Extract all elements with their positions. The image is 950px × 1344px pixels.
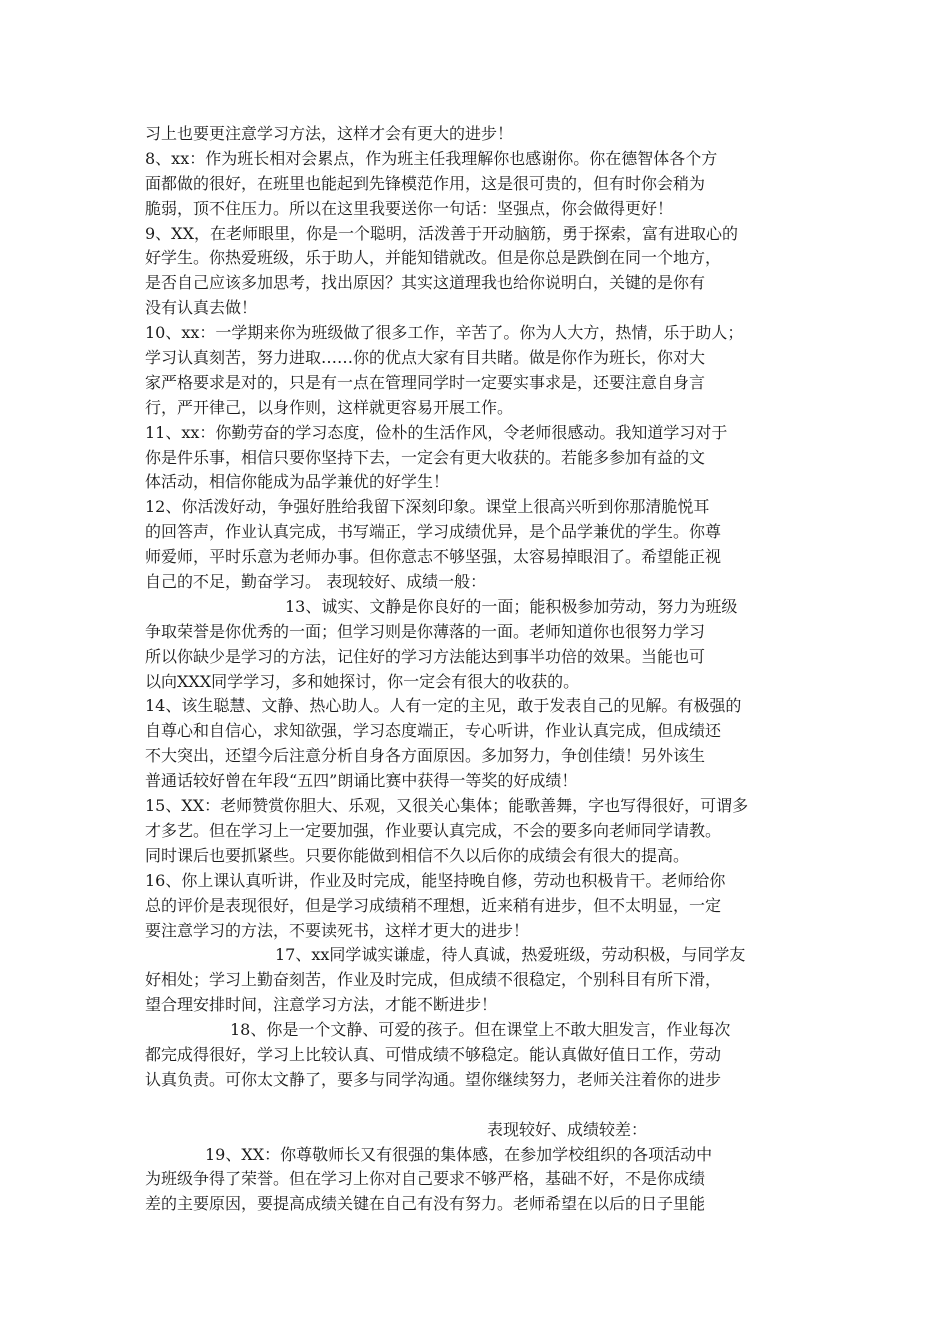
text-line: 师爱师，平时乐意为老师办事。但你意志不够坚强，太容易掉眼泪了。希望能正视	[145, 547, 722, 567]
document-body	[145, 122, 815, 1217]
text-line: 你是件乐事，相信只要你坚持下去，一定会有更大收获的。若能多参加有益的文	[145, 447, 706, 467]
text-line: 都完成得很好，学习上比较认真、可惜成绩不够稳定。能认真做好值日工作，劳动	[145, 1044, 722, 1064]
text-line: 是否自己应该多加思考，找出原因？其实这道理我也给你说明白，关键的是你有	[145, 273, 706, 293]
text-line: 家严格要求是对的，只是有一点在管理同学时一定要实事求是，还要注意自身言	[145, 372, 706, 392]
text-line: 普通话较好曾在年段“五四”朗诵比赛中获得一等奖的好成绩！	[145, 771, 578, 791]
text-line: 16、你上课认真听讲，作业及时完成，能坚持晚自修，劳动也积极肯干。老师给你	[145, 870, 726, 890]
text-line: 行，严开律己，以身作则，这样就更容易开展工作。	[145, 397, 514, 417]
text-line: 体活动，相信你能成为品学兼优的好学生！	[145, 472, 450, 492]
text-line: 不大突出，还望今后注意分析自身各方面原因。多加努力，争创佳绩！另外该生	[145, 746, 706, 766]
text-line: 为班级争得了荣誉。但在学习上你对自己要求不够严格，基础不好，不是你成绩	[145, 1169, 706, 1189]
text-line: 8、xx：作为班长相对会累点，作为班主任我理解你也感谢你。你在德智体各个方	[145, 148, 718, 168]
text-line: 面都做的很好，在班里也能起到先锋模范作用，这是很可贵的，但有时你会稍为	[145, 173, 706, 193]
text-line: 以向XXX同学学习，多和她探讨，你一定会有很大的收获的。	[145, 671, 580, 691]
text-line: 12、你活泼好动，争强好胜给我留下深刻印象。课堂上很高兴听到你那清脆悦耳	[145, 497, 710, 517]
text-line: 17、xx同学诚实谦虚，待人真诚，热爱班级，劳动积极，与同学友	[275, 945, 746, 965]
text-line: 自己的不足，勤奋学习。 表现较好、成绩一般：	[145, 572, 487, 592]
text-line: 10、xx：一学期来你为班级做了很多工作，辛苦了。你为人大方，热情，乐于助人；	[145, 323, 744, 343]
text-line: 19、XX：你尊敬师长又有很强的集体感，在参加学校组织的各项活动中	[205, 1144, 713, 1164]
text-line: 15、XX：老师赞赏你胆大、乐观，又很关心集体；能歌善舞，字也写得很好，可谓多	[145, 796, 749, 816]
blank-line	[145, 1093, 815, 1118]
section-heading: 表现较好、成绩较差：	[487, 1119, 648, 1139]
text-line: 好相处；学习上勤奋刻苦，作业及时完成，但成绩不很稳定，个别科目有所下滑，	[145, 970, 722, 990]
text-line: 9、XX，在老师眼里，你是一个聪明，活泼善于开动脑筋，勇于探索，富有进取心的	[145, 223, 738, 243]
text-line: 差的主要原因，要提高成绩关键在自己有没有努力。老师希望在以后的日子里能	[145, 1194, 706, 1214]
text-line: 同时课后也要抓紧些。只要你能做到相信不久以后你的成绩会有很大的提高。	[145, 845, 690, 865]
text-line: 脆弱，顶不住压力。所以在这里我要送你一句话：坚强点，你会做得更好！	[145, 198, 674, 218]
text-line: 认真负责。可你太文静了，要多与同学沟通。望你继续努力，老师关注着你的进步	[145, 1069, 722, 1089]
text-line: 13、诚实、文静是你良好的一面；能积极参加劳动，努力为班级	[285, 596, 738, 616]
text-line: 总的评价是表现很好，但是学习成绩稍不理想，近来稍有进步，但不太明显，一定	[145, 895, 722, 915]
text-line: 争取荣誉是你优秀的一面；但学习则是你薄落的一面。老师知道你也很努力学习	[145, 621, 706, 641]
text-line: 才多艺。但在学习上一定要加强，作业要认真完成，不会的要多向老师同学请教。	[145, 820, 722, 840]
text-line: 11、xx：你勤劳奋的学习态度，俭朴的生活作风，令老师很感动。我知道学习对于	[145, 422, 728, 442]
text-line: 的回答声，作业认真完成，书写端正，学习成绩优异，是个品学兼优的学生。你尊	[145, 522, 722, 542]
text-line: 要注意学习的方法，不要读死书，这样才更大的进步！	[145, 920, 530, 940]
text-line: 没有认真去做！	[145, 298, 258, 318]
text-line: 18、你是一个文静、可爱的孩子。但在课堂上不敢大胆发言，作业每次	[230, 1020, 731, 1040]
text-line: 所以你缺少是学习的方法，记住好的学习方法能达到事半功倍的效果。当能也可	[145, 646, 706, 666]
text-line: 14、该生聪慧、文静、热心助人。人有一定的主见，敢于发表自己的见解。有极强的	[145, 696, 742, 716]
text-line: 望合理安排时间，注意学习方法，才能不断进步！	[145, 995, 498, 1015]
text-line: 好学生。你热爱班级，乐于助人，并能知错就改。但是你总是跌倒在同一个地方，	[145, 248, 722, 268]
text-line: 习上也要更注意学习方法，这样才会有更大的进步！	[145, 124, 514, 143]
text-line: 自尊心和自信心，求知欲强，学习态度端正，专心听讲，作业认真完成，但成绩还	[145, 721, 722, 741]
text-line: 学习认真刻苦，努力进取……你的优点大家有目共睹。做是你作为班长，你对大	[145, 348, 706, 368]
